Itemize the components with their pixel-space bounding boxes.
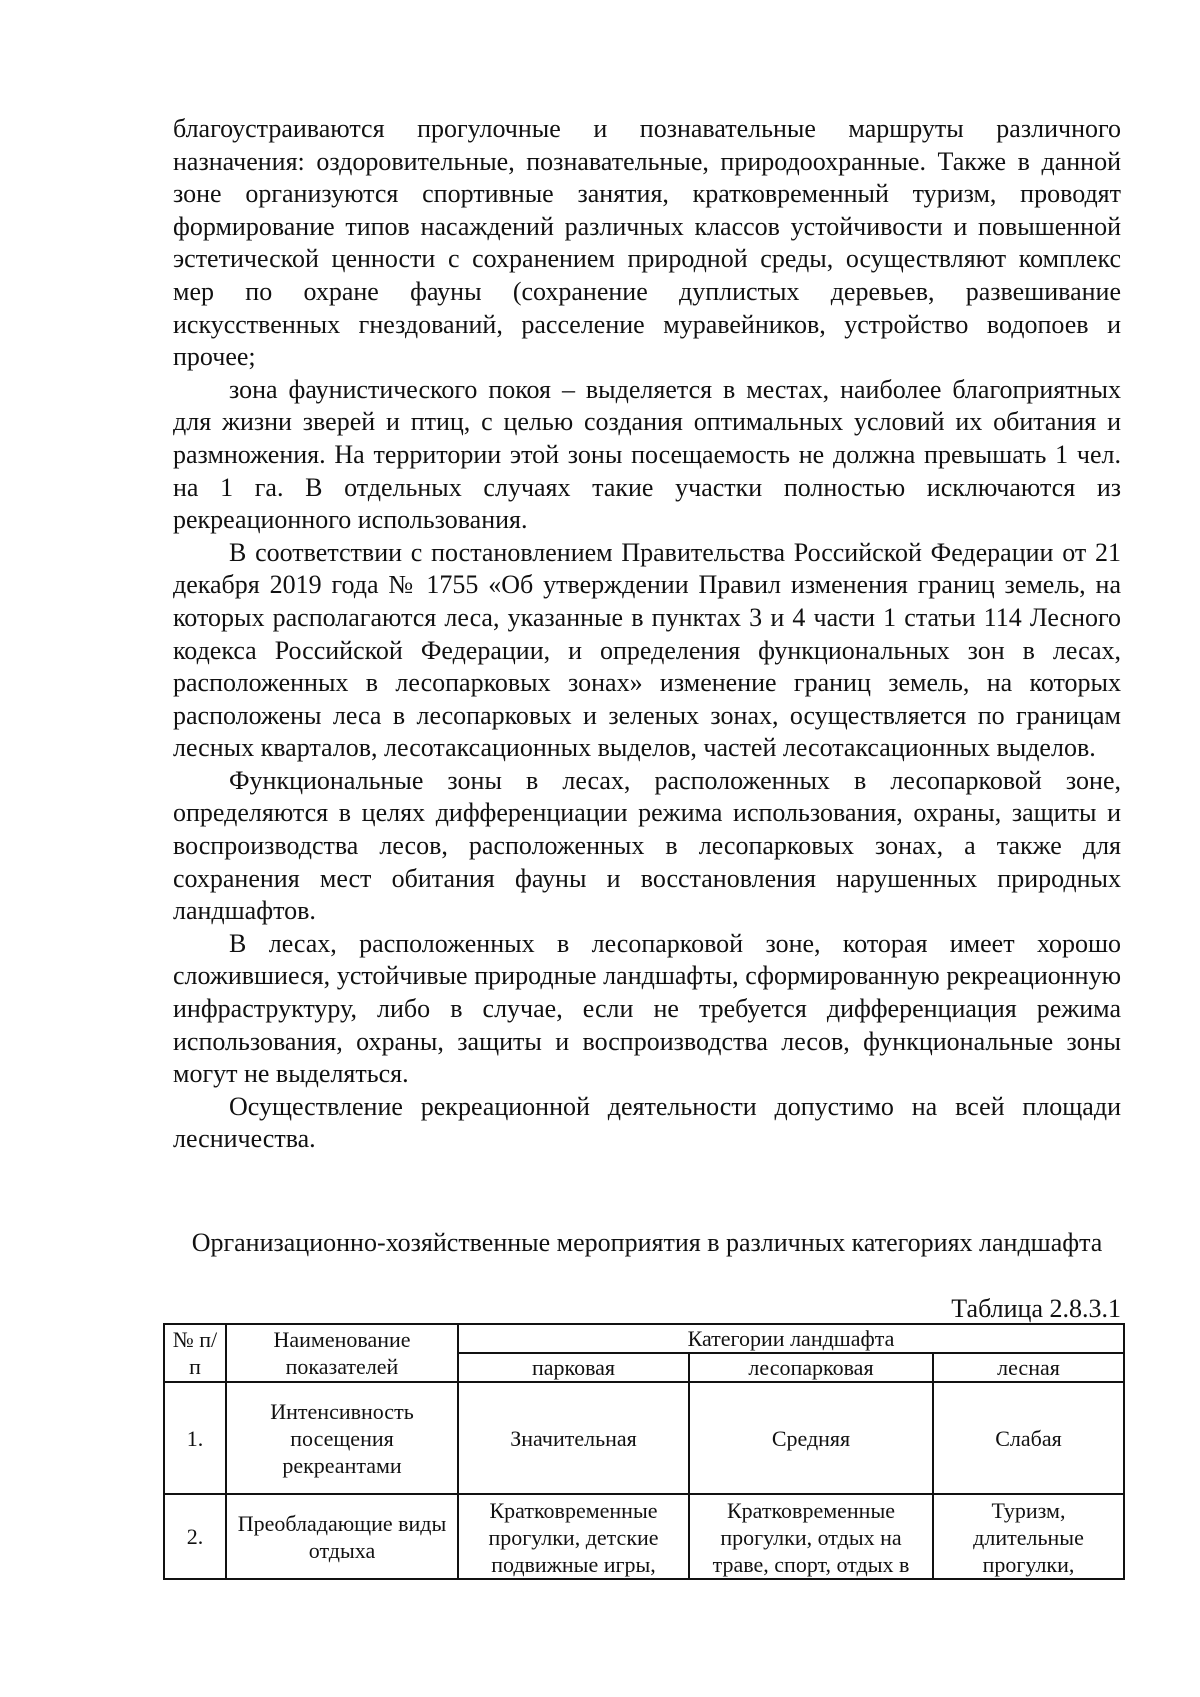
cell-forest-park: Кратковременные прогулки, отдых на траве, спорт, отдых в <box>689 1494 933 1579</box>
header-num: № п/п <box>164 1324 226 1382</box>
landscape-table <box>163 1323 1125 1580</box>
cell-park: Значительная <box>458 1382 689 1494</box>
header-park: парковая <box>458 1353 689 1382</box>
table-header-row <box>164 1324 1124 1353</box>
cell-park: Кратковременные прогулки, детские подвижные игры, <box>458 1494 689 1579</box>
table-row <box>164 1382 1124 1494</box>
cell-name: Преобладающие виды отдыха <box>226 1494 458 1579</box>
paragraph-5: В лесах, расположенных в лесопарковой зоне, которая имеет хорошо сложившиеся, устойчивые природные ландшафты, сформированную рекреационную инфраструктуру, либо в случае, если не требуется дифференциация режима использования, охраны, защиты и воспроизводства лесов, функциональные зоны могут не выделяться. <box>173 928 1121 1089</box>
header-name: Наименование показателей <box>226 1324 458 1382</box>
cell-name: Интенсивность посещения рекреантами <box>226 1382 458 1494</box>
header-forest-park: лесопарковая <box>689 1353 933 1382</box>
table-row <box>164 1494 1124 1579</box>
header-forest: лесная <box>933 1353 1124 1382</box>
cell-forest: Слабая <box>933 1382 1124 1494</box>
paragraph-2: зона фаунистического покоя – выделяется в местах, наиболее благоприятных для жизни зверей и птиц, с целью создания оптимальных условий их обитания и размножения. На территории этой зоны посещаемость не должна превышать 1 чел. на 1 га. В отдельных случаях такие участки полностью исключаются из рекреационного использования. <box>173 374 1121 535</box>
table-label: Таблица 2.8.3.1 <box>951 1294 1121 1323</box>
paragraph-3: В соответствии с постановлением Правительства Российской Федерации от 21 декабря 2019 года № 1755 «Об утверждении Правил изменения границ земель, на которых располагаются леса, указанные в пунктах 3 и 4 части 1 статьи 114 Лесного кодекса Российской Федерации, и определения функциональных зон в лесах, расположенных в лесопарковых зонах» изменение границ земель, на которых расположены леса в лесопарковых и зеленых зонах, осуществляется по границам лесных кварталов, лесотаксационных выделов, частей лесотаксационных выделов. <box>173 537 1121 763</box>
header-group: Категории ландшафта <box>458 1324 1124 1353</box>
cell-num: 1. <box>164 1382 226 1494</box>
paragraph-6: Осуществление рекреационной деятельности допустимо на всей площади лесничества. <box>173 1091 1121 1154</box>
paragraph-1: благоустраиваются прогулочные и познавательные маршруты различного назначения: оздоровительные, познавательные, природоохранные. Также в данной зоне организуются спортивные занятия, кратковременный туризм, проводят формирование типов насаждений различных классов устойчивости и повышенной эстетической ценности с сохранением природной среды, осуществляют комплекс мер по охране фауны (сохранение дуплистых деревьев, развешивание искусственных гнездований, расселение муравейников, устройство водопоев и прочее; <box>173 114 1121 372</box>
cell-forest-park: Средняя <box>689 1382 933 1494</box>
cell-forest: Туризм, длительные прогулки, <box>933 1494 1124 1579</box>
cell-num: 2. <box>164 1494 226 1579</box>
paragraph-4: Функциональные зоны в лесах, расположенных в лесопарковой зоне, определяются в целях дифференциации режима использования, охраны, защиты и воспроизводства лесов, расположенных в лесопарковых зонах, а также для сохранения мест обитания фауны и восстановления нарушенных природных ландшафтов. <box>173 765 1121 926</box>
table-title: Организационно-хозяйственные мероприятия в различных категориях ландшафта <box>191 1228 1103 1257</box>
body-text <box>173 113 1121 1156</box>
